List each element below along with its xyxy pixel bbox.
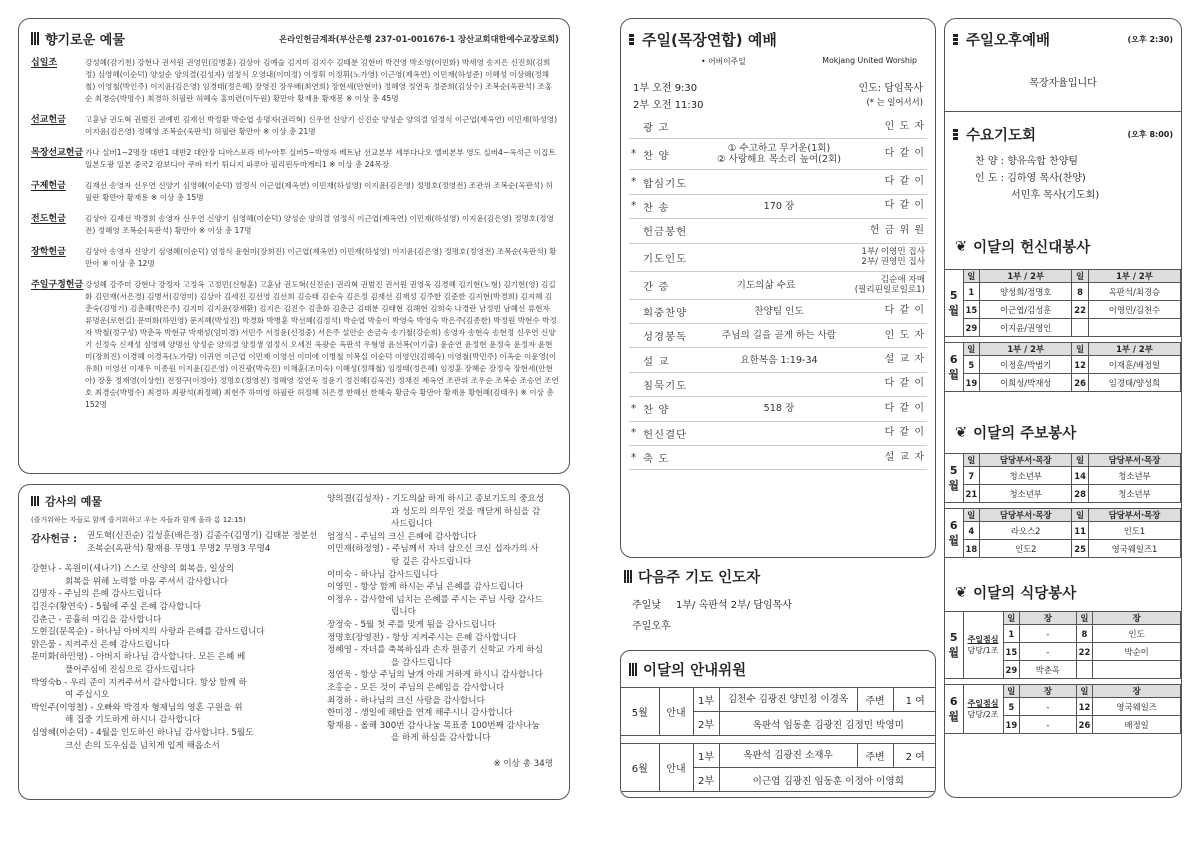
thanks-gift-names: 권도혁(신진순) 김성훈(배은경) 김종수(김명기) 김태분 정분선 조복순(옥판석) 황재용 무명1 무명2 무명3 무명4 xyxy=(87,531,318,554)
offering-row xyxy=(31,114,559,138)
kitchen-header-cell: 장 xyxy=(1020,685,1076,698)
thanks-line: 해 집중 기도하게 하시니 감사합니다 xyxy=(65,715,201,726)
schedule-header-row xyxy=(945,454,1181,467)
next-prayer-sunday-value: 1부/ 옥판석 2부/ 담임목사 xyxy=(676,600,792,611)
thanks-line: 김진수(황연숙) - 5월에 주실 은혜 감사합니다 xyxy=(31,601,202,612)
thanks-line: 도현길(문목순) - 하나님 아버지의 사랑과 은혜를 감사드립니다 xyxy=(31,627,265,638)
offering-row xyxy=(31,246,559,270)
usher-part: 1부 xyxy=(693,744,719,768)
worship-panel xyxy=(620,18,936,558)
offering-list xyxy=(31,57,559,411)
worship-item-leader: 다 같 이 xyxy=(884,200,925,212)
schedule-assignee: 이영민/김천수 xyxy=(1088,301,1180,319)
offerings-title: 향기로운 예물 xyxy=(31,29,125,48)
schedule-header-cell: 담당부서·목장 xyxy=(980,509,1072,522)
thanks-line: 김춘근 - 공휼히 여김을 감사합니다 xyxy=(31,614,162,625)
thanks-line: 랑 깊은 감사드립니다 xyxy=(391,556,472,567)
offering-names: 강성혜(감기천) 강현나 권서원 권영민(김병훈) 김상아 김예슬 김지미 김지수 김태분 김현비 박건영 박소영(이민화) 박세영 송지은 신진희(김희정) 심영혜(이순덕) 양성순 양의결(김성자) 엄정식 오영내(이미정) 이정휘 이정휘(노가영) 이근영(제옥연) 이민재(하성준) 이혜성 이상혜(정해철) 이영철(박인주) 이지윤(김은영) 임경태(정은혜) 장영진 장우배(최연희) 장현세(안현아) 정혜영 정연욱 정준희(김상수) 조복순(욱판석) 조홍순 최경승(박명수) 최경하 허필란 허혜숙 홍미련(이두원) 황만아 황재용 황재봉 ※ 이상 총 45명 xyxy=(85,58,553,103)
offering-names: 고훈남 권도혁 권범진 권예빈 김재선 박정환 박순엽 송명자(권리혁) 신우연 신양기 신진순 양성순 양의결 엄정식 이근엽(제옥연) 이민재(하성영) 이지윤(김은영) 정혜영 조복순(욱판석) 허필란 황만아 ※ 이상 총 21명 xyxy=(85,115,558,136)
schedule-assignee: 이근엽/김성훈 xyxy=(980,301,1072,319)
kitchen-lead-title: 주일점심 xyxy=(967,635,999,644)
thanks-line: 조홍순 - 모든 것이 주님의 은혜임을 감사합니다 xyxy=(327,682,505,693)
kitchen-group: 배정일 xyxy=(1093,716,1181,734)
kitchen-month: 5월 xyxy=(945,612,963,679)
thanks-line: 엄정식 - 주님의 크신 은혜에 감사합니다 xyxy=(327,531,477,542)
kitchen-lead-title: 주일점심 xyxy=(967,699,999,708)
usher-extra-label: 주변 xyxy=(857,688,893,712)
afternoon-note: 목장자율입니다 xyxy=(1029,78,1097,89)
bulletin-section xyxy=(945,422,1181,558)
kitchen-group: 영국웨일즈 xyxy=(1093,698,1181,716)
thanks-line: 을 감사드립니다 xyxy=(391,657,452,668)
schedule-header-cell: 일 xyxy=(963,509,980,522)
schedule-assignee: 이정훈/박범기 xyxy=(980,356,1072,374)
kitchen-day: 1 xyxy=(1003,625,1020,643)
worship-item-name: 기도인도 xyxy=(643,252,688,265)
schedule-row xyxy=(945,301,1181,319)
schedule-month: 6월 xyxy=(945,509,963,558)
thanks-line: 립니다 xyxy=(391,607,416,618)
dedication-table xyxy=(945,269,1181,392)
thanks-line: 을 하게 하심을 감사합니다 xyxy=(391,733,491,744)
thanks-line: 강현나 - 옥원이(세나기) 스스로 산양의 회복을, 일상의 xyxy=(31,564,235,575)
bar-mark-icon xyxy=(31,496,39,506)
usher-spacer xyxy=(621,736,936,744)
kitchen-header-row xyxy=(945,685,1181,698)
worship-row xyxy=(629,446,927,470)
kitchen-day xyxy=(1076,661,1093,679)
wednesday-details xyxy=(953,153,1173,204)
ushers-title: 이달의 안내위원 xyxy=(629,659,935,680)
kitchen-header-cell: 장 xyxy=(1093,685,1181,698)
offering-names: 강성혜 강주미 강현나 강정자 고정옥 고정민(신형훈) 고훈남 권도혁(신진순) 권리혁 권범진 권서원 권영욱 김경혜 김기현(노형) 김기현(영) 김길화 김민재(서은경) 김병서(김영미) 김상아 김세진 김선영 김선희 김승태 김순숙 김은정 김재선 김재성 김주한 김준한 김지현(박경희) 김지혜 김춘숙(김명기) 김춘혜(박은주) 김지미 김지윤(장세환) 김지은 김진수 김춘화 김춘근 김태분 김태현 김해현 김희숙 나경란 남정빈 남혜선 류현자 류명운(로현길) 문미화(하민영) 문지혜(박성진) 박경화 박병훈 박선혜(김정석) 박순엽 박숭이 박영숙 박영숙 박은주(김종한) 박정원 박현수 박정자 박철(정구성) 박춘옥 박현규 박재성(임미경) 서민주 서정윤(신정중) 서은주 설안순 손금숙 송기철(강순희) 송영자 송현숙 송현정 신우연 신양기 신정숙 신재성 심영혜 양명선 양성순 양의결 양정생 엄정식 오세진 옥광순 옥판석 우형영 윤선복(이기출) 윤순연 윤정현 윤정숙 윤정자 윤현미(장희진) 이경혜 이경옥(노가람) 이귀연 이근엽 이민재 이영선 이미애 이병철 이복실 이순덕 이영민(김혜숙) 이영철(박민주) 이옥순 이윤영(이유희) 이영선 이재우 이종원 이지윤(김은영) 이진광(박숙진) 이채훈(조미숙) 이혜성(정해철) 임정태(정은혜) 임정훈 장혜순 장정숙 장현세(안현아) 장흥 정재영(이상헌) 전정구(이정아) 정명호(정영전) 정혜영 정연욱 정윤기 정진혜(김옥진) 정채진 제옥연 조관위 조우순 조복순 조승연 조연호 최경승(박명수) 최경하 최광석(최정혜) 최현주 하미영 하필란 허정혜 허은경 한혜선 한혜숙 황금숙 황만아 황재용 황현혜(김태우) ※ 이상 총 152명 xyxy=(85,280,559,409)
kitchen-day: 15 xyxy=(1003,643,1020,661)
kitchen-header-row xyxy=(945,612,1181,625)
usher-role: 안내 xyxy=(659,744,693,792)
thanks-right-list xyxy=(327,493,559,745)
worship-item-leader: 인 도 자 xyxy=(884,120,925,132)
worship-row xyxy=(629,195,927,219)
afternoon-title: 주일오후예배 xyxy=(953,29,1050,50)
worship-row xyxy=(629,397,927,421)
worship-item-name: 침묵기도 xyxy=(643,379,688,392)
worship-item-leader: 1부/ 이영민 집사 2부/ 권영민 집사 xyxy=(861,247,925,268)
thanks-line: 한미경 - 생일에 해탄을 연계 해주시니 감사합니다 xyxy=(327,708,513,719)
thanks-line: 이미숙 - 하나님 감사드립니다 xyxy=(327,569,438,580)
worship-item-leader: 다 같 이 xyxy=(884,148,925,160)
kitchen-lead-sub: 담당/1조 xyxy=(967,646,999,655)
worship-item-leader: 설 교 자 xyxy=(884,451,925,463)
worship-subtitle-en: Mokjang United Worship xyxy=(822,56,917,65)
offering-names: 김재선 송영자 신우연 신양기 심영혜(이순덕) 엄정식 이근엽(제옥연) 이민재(하성영) 이지윤(김은영) 정명호(정영전) 조관위 조복순(욱판석) 허필란 황만아 황재용 ※ 이상 총 15명 xyxy=(85,181,553,202)
afternoon-time: (오후 2:30) xyxy=(1127,35,1173,44)
schedule-day: 8 xyxy=(1072,283,1089,301)
worship-row xyxy=(629,324,927,348)
schedule-assignee: 양성희/정명호 xyxy=(980,283,1072,301)
worship-item-name: 찬 양 xyxy=(643,149,670,162)
kitchen-day: 8 xyxy=(1076,625,1093,643)
schedule-day xyxy=(1072,319,1089,337)
schedule-day: 1 xyxy=(963,283,980,301)
offering-names: 가나 실버1~2명장 대반1 대반2 대안장 디아스포라 비누아투 실버5~박영자 베트남 선교본부 세부다나오 엘비본부 영도 실버4~옥석근 이집트 일본도광 일본 중국2 캄보디아 쿠바 터키 튀니지 파푸아 필리핀두마게티1 ※ 이상 총 24목장 xyxy=(85,148,556,169)
schedule-row xyxy=(945,374,1181,392)
schedule-header-cell: 일 xyxy=(963,343,980,356)
worship-stand-note: (* 는 일어서서) xyxy=(866,97,923,107)
kitchen-month: 6월 xyxy=(945,685,963,734)
offering-label: 십일조 xyxy=(31,58,58,68)
schedule-row xyxy=(945,319,1181,337)
schedule-assignee xyxy=(1088,319,1180,337)
usher-part: 2부 xyxy=(693,712,719,736)
worship-item-name: 헌금봉헌 xyxy=(643,226,688,239)
offering-names: 김상아 김재선 박경희 송영자 신우연 신양기 심영혜(이순덕) 양성순 양의결 엄정식 이근엽(제옥연) 이민재(하성영) 이지윤(김은영) 정명호(정영전) 정혜영 조복순(욱판석) 황만아 ※ 이상 총 17명 xyxy=(85,214,554,235)
schedule-header-row xyxy=(945,270,1181,283)
schedule-day: 7 xyxy=(963,467,980,485)
dedication-section xyxy=(945,236,1181,392)
worship-item-content: ① 수고하고 무거운(1회) ② 사랑해요 목소리 높여(2회) xyxy=(716,143,841,166)
thanks-line: 박영숙b - 우리 준이 지켜주셔서 감사합니다. 항상 함께 하 xyxy=(31,677,247,688)
worship-row xyxy=(629,139,927,170)
kitchen-group: - xyxy=(1020,643,1076,661)
schedule-day: 26 xyxy=(1072,374,1089,392)
bulletin-table xyxy=(945,453,1181,558)
schedule-day: 28 xyxy=(1072,485,1089,503)
leaf-icon: ❦ xyxy=(955,584,968,601)
worship-row xyxy=(629,373,927,397)
offering-row xyxy=(31,279,559,411)
usher-names: 이근엽 김광진 임동훈 이정아 이영희 xyxy=(719,768,936,792)
schedule-month: 6월 xyxy=(945,343,963,392)
thanks-panel xyxy=(18,484,570,800)
usher-part: 1부 xyxy=(693,688,719,712)
section-dots-icon xyxy=(953,33,960,46)
thanks-line: 황재용 - 올해 300번 감사나눔 목표중 100번째 감사나눔 xyxy=(327,720,540,731)
right-panel xyxy=(944,18,1182,798)
kitchen-group: - xyxy=(1020,625,1076,643)
kitchen-table xyxy=(945,611,1181,734)
worship-row xyxy=(629,115,927,139)
wednesday-prayer-leader: 서민후 목사(기도회) xyxy=(1011,190,1100,201)
schedule-assignee: 청소년부 xyxy=(980,467,1072,485)
thanks-line: 정연욱 - 항상 주님의 날개 아래 거하게 하시니 감사합니다 xyxy=(327,670,543,681)
offering-row xyxy=(31,180,559,204)
thanks-line: 심영혜(이순덕) - 4월을 인도하신 하나님 감사합니다. 5월도 xyxy=(31,727,254,738)
schedule-header-row xyxy=(945,343,1181,356)
usher-role: 안내 xyxy=(659,688,693,736)
kitchen-group: - xyxy=(1020,698,1076,716)
worship-row xyxy=(629,300,927,324)
worship-item-leader: 다 같 이 xyxy=(884,427,925,439)
ushers-table xyxy=(621,687,936,792)
kitchen-day: 22 xyxy=(1076,643,1093,661)
schedule-day: 4 xyxy=(963,522,980,540)
wednesday-title: 수요기도회 xyxy=(953,124,1036,145)
schedule-assignee: 영국웨일즈1 xyxy=(1088,540,1180,558)
schedule-assignee: 임경태/양성희 xyxy=(1088,374,1180,392)
worship-row xyxy=(629,422,927,446)
schedule-header-cell: 일 xyxy=(1072,270,1089,283)
schedule-assignee: 인도1 xyxy=(1088,522,1180,540)
schedule-header-cell: 1부 / 2부 xyxy=(1088,270,1180,283)
schedule-header-cell: 담당부서·목장 xyxy=(1088,509,1180,522)
usher-extra-value: 1 여 xyxy=(893,688,936,712)
kitchen-day: 12 xyxy=(1076,698,1093,716)
schedule-row xyxy=(945,485,1181,503)
kitchen-header-cell: 일 xyxy=(1076,612,1093,625)
schedule-assignee: 옥판석/최경승 xyxy=(1088,283,1180,301)
thanks-gift-label: 감사헌금 : xyxy=(31,534,78,545)
schedule-row xyxy=(945,522,1181,540)
schedule-header-cell: 일 xyxy=(963,454,980,467)
kitchen-title: ❦ 이달의 식당봉사 xyxy=(955,584,1077,602)
worship-item-name: 찬 양 xyxy=(643,404,670,417)
kitchen-header-cell: 일 xyxy=(1076,685,1093,698)
worship-item-leader: 다 같 이 xyxy=(884,402,925,414)
bar-mark-icon xyxy=(624,570,632,583)
usher-names: 옥판석 김광진 소재우 xyxy=(719,744,857,768)
schedule-day: 22 xyxy=(1072,301,1089,319)
worship-item-content: 170 장 xyxy=(763,200,795,212)
thanks-line: 이민재(하정영) - 주님께서 자녀 삼으신 크신 십자가의 사 xyxy=(327,544,539,555)
next-prayer-afternoon-label: 주일오후 xyxy=(632,621,671,632)
offering-label: 목장선교헌금 xyxy=(31,148,84,158)
thanks-line: 풀어주심에 진심으로 감사드립니다 xyxy=(65,664,195,675)
wednesday-praise: 찬 양 : 향유옥합 찬양팀 xyxy=(975,156,1079,167)
offering-label: 전도헌금 xyxy=(31,214,66,224)
kitchen-section xyxy=(945,582,1181,734)
worship-subtitle: • 어버이주일 xyxy=(701,57,746,66)
section-dots-icon xyxy=(629,33,636,46)
schedule-day: 18 xyxy=(963,540,980,558)
worship-item-leader: 다 같 이 xyxy=(884,176,925,188)
thanks-line: 문미화(하민영) - 아버지 하나님 감사합니다. 모든 은혜 베 xyxy=(31,652,246,663)
stand-marker: * xyxy=(631,427,637,440)
thanks-line: 크신 손의 도우심을 넘치게 입게 해옵소서 xyxy=(65,740,220,751)
kitchen-day: 29 xyxy=(1003,661,1020,679)
schedule-day: 14 xyxy=(1072,467,1089,485)
next-prayer-title: 다음주 기도 인도자 xyxy=(624,566,936,587)
offering-row xyxy=(31,147,559,171)
worship-item-name: 광 고 xyxy=(643,122,670,135)
offering-names: 김상아 송영자 신양기 심영혜(이순덕) 엄정식 윤현미(장희진) 이근엽(제옥연) 이민재(하성영) 이지윤(김은영) 정명호(정영전) 조복순(욱판석) 황만아 ※ 이상 총 12명 xyxy=(85,247,557,268)
kitchen-lead xyxy=(963,612,1003,679)
thanks-line: 회복을 위해 노력할 마음 주셔서 감사합니다 xyxy=(65,576,229,587)
dedication-title: ❦ 이달의 헌신대봉사 xyxy=(955,238,1091,256)
usher-names: 김천수 김광진 양민정 이경옥 xyxy=(719,688,857,712)
worship-item-content: 요한복음 1:19-34 xyxy=(740,354,818,366)
thanks-line: 장정숙 - 5월 첫 주를 맞게 됨을 감사드립니다 xyxy=(327,619,496,630)
bar-mark-icon xyxy=(31,32,39,45)
schedule-header-cell: 1부 / 2부 xyxy=(1088,343,1180,356)
offering-account: 온라인헌금계좌(부산은행 237-01-001676-1 장산교회대한예수교장로회) xyxy=(279,33,559,44)
offering-label: 선교헌금 xyxy=(31,115,66,125)
schedule-day: 29 xyxy=(963,319,980,337)
section-dots-icon xyxy=(953,128,960,141)
kitchen-header-cell: 일 xyxy=(1003,612,1020,625)
offering-row xyxy=(31,57,559,105)
thanks-total: ※ 이상 총 34명 xyxy=(493,758,553,769)
offering-label: 구제헌금 xyxy=(31,181,66,191)
kitchen-header-cell: 장 xyxy=(1093,612,1181,625)
schedule-day: 21 xyxy=(963,485,980,503)
usher-part: 2부 xyxy=(693,768,719,792)
worship-item-leader: 김순애 자매 (필리핀일로일로1) xyxy=(854,275,925,296)
offerings-panel xyxy=(18,18,570,474)
schedule-day: 19 xyxy=(963,374,980,392)
bar-mark-icon xyxy=(629,663,637,676)
worship-row xyxy=(629,170,927,194)
leaf-icon: ❦ xyxy=(955,424,968,441)
schedule-row xyxy=(945,540,1181,558)
kitchen-lead xyxy=(963,685,1003,734)
kitchen-group: 박순이 xyxy=(1093,643,1181,661)
offering-row xyxy=(31,213,559,237)
stand-marker: * xyxy=(631,402,637,415)
usher-row xyxy=(621,744,936,768)
worship-time-2: 2부 오전 11:30 xyxy=(633,100,704,111)
worship-item-name: 성경봉독 xyxy=(643,331,688,344)
thanks-left-list xyxy=(31,563,321,752)
worship-item-leader: 인 도 자 xyxy=(884,329,925,341)
worship-leader: 인도: 담임목사 xyxy=(858,83,923,94)
thanks-line: 맑은물 - 지켜주신 은혜 감사드립니다 xyxy=(31,639,170,650)
worship-item-content: 518 장 xyxy=(763,403,795,415)
worship-item-leader: 헌 금 위 원 xyxy=(869,224,925,236)
next-prayer-section xyxy=(620,566,936,646)
worship-item-name: 설 교 xyxy=(643,355,670,368)
schedule-month: 5월 xyxy=(945,270,963,337)
ushers-panel xyxy=(620,650,936,798)
worship-item-content: 기도의삶 수료 xyxy=(736,279,796,291)
worship-title: 주일(목장연합) 예배 xyxy=(629,29,927,50)
kitchen-day: 19 xyxy=(1003,716,1020,734)
worship-item-content: 찬양팀 인도 xyxy=(754,305,804,317)
thanks-line: 박인주(이영철) - 오빠와 박경자 형제님의 영혼 구원을 위 xyxy=(31,702,243,713)
schedule-day: 25 xyxy=(1072,540,1089,558)
schedule-assignee: 청소년부 xyxy=(1088,467,1180,485)
kitchen-group: 박춘옥 xyxy=(1020,661,1076,679)
kitchen-header-cell: 일 xyxy=(1003,685,1020,698)
schedule-header-cell: 일 xyxy=(1072,509,1089,522)
leaf-icon: ❦ xyxy=(955,238,968,255)
bulletin-title: ❦ 이달의 주보봉사 xyxy=(955,424,1077,442)
thanks-title: 감사의 예물 xyxy=(31,493,321,509)
schedule-header-cell: 일 xyxy=(963,270,980,283)
usher-month: 5월 xyxy=(621,688,659,736)
worship-item-name: 회중찬양 xyxy=(643,306,688,319)
wednesday-leader: 인 도 : 김하영 목사(찬양) xyxy=(975,173,1086,184)
thanks-line: 김명자 - 주님의 은혜 감사드립니다 xyxy=(31,589,162,600)
worship-row xyxy=(629,272,927,300)
stand-marker: * xyxy=(631,200,637,213)
offering-label: 장학헌금 xyxy=(31,247,66,257)
worship-time-1: 1부 오전 9:30 xyxy=(633,83,698,94)
kitchen-group: - xyxy=(1020,716,1076,734)
thanks-verse: (즐거워하는 자들로 함께 즐거워하고 우는 자들과 함께 울라 롬 12:15) xyxy=(31,516,246,524)
schedule-header-cell: 1부 / 2부 xyxy=(980,270,1072,283)
schedule-assignee: 청소년부 xyxy=(1088,485,1180,503)
thanks-line: 정명호(장영전) - 항상 지켜주시는 은혜 감사합니다 xyxy=(327,632,517,643)
worship-row xyxy=(629,244,927,272)
kitchen-day: 5 xyxy=(1003,698,1020,716)
usher-extra-value: 2 여 xyxy=(893,744,936,768)
schedule-header-cell: 담당부서·목장 xyxy=(1088,454,1180,467)
usher-extra-label: 주변 xyxy=(857,744,893,768)
worship-item-name: 간 증 xyxy=(643,280,670,293)
usher-month: 6월 xyxy=(621,744,659,792)
thanks-line: 과 성도의 의무인 것을 깨닫게 하심을 감 xyxy=(391,506,541,517)
worship-item-leader: 다 같 이 xyxy=(884,305,925,317)
kitchen-group xyxy=(1093,661,1181,679)
stand-marker: * xyxy=(631,148,637,161)
worship-row xyxy=(629,219,927,243)
kitchen-group: 인도 xyxy=(1093,625,1181,643)
schedule-row xyxy=(945,283,1181,301)
usher-names: 옥판석 임동훈 김광진 김정민 박영미 xyxy=(719,712,936,736)
schedule-header-cell: 일 xyxy=(1072,454,1089,467)
schedule-assignee: 이지윤/권영인 xyxy=(980,319,1072,337)
worship-item-leader: 다 같 이 xyxy=(884,378,925,390)
schedule-header-cell: 담당부서·목장 xyxy=(980,454,1072,467)
worship-item-leader: 설 교 자 xyxy=(884,354,925,366)
schedule-assignee: 청소년부 xyxy=(980,485,1072,503)
schedule-day: 12 xyxy=(1072,356,1089,374)
kitchen-day: 26 xyxy=(1076,716,1093,734)
thanks-line: 정혜영 - 자녀를 축복하심과 손자 원종기 신학교 가게 하심 xyxy=(327,645,543,656)
order-of-worship xyxy=(629,115,927,470)
thanks-line: 사드립니다 xyxy=(391,519,433,530)
stand-marker: * xyxy=(631,176,637,189)
next-prayer-sunday-label: 주일낮 xyxy=(632,600,661,611)
schedule-assignee: 라오스2 xyxy=(980,522,1072,540)
schedule-header-cell: 일 xyxy=(1072,343,1089,356)
thanks-line: 이영민 - 항상 함께 하시는 주님 은혜를 감사드립니다 xyxy=(327,582,524,593)
kitchen-header-cell: 장 xyxy=(1020,612,1076,625)
schedule-assignee: 이재훈/배정일 xyxy=(1088,356,1180,374)
worship-row xyxy=(629,348,927,372)
schedule-header-cell: 1부 / 2부 xyxy=(980,343,1072,356)
schedule-month: 5월 xyxy=(945,454,963,503)
worship-item-name: 찬 송 xyxy=(643,201,670,214)
schedule-row xyxy=(945,467,1181,485)
schedule-day: 11 xyxy=(1072,522,1089,540)
kitchen-lead-sub: 담당/2조 xyxy=(967,710,999,719)
schedule-day: 5 xyxy=(963,356,980,374)
schedule-assignee: 이희성/박재성 xyxy=(980,374,1072,392)
worship-item-name: 축 도 xyxy=(643,453,670,466)
thanks-line: 이정우 - 감사함에 넘치는 은혜를 주시는 주님 사랑 감사드 xyxy=(327,594,543,605)
worship-item-name: 헌신결단 xyxy=(643,428,688,441)
thanks-line: 양의결(김성자) - 기도의삶 하게 하시고 종보기도의 중요성 xyxy=(327,494,545,504)
offering-label: 주일구정헌금 xyxy=(31,280,84,290)
stand-marker: * xyxy=(631,451,637,464)
wednesday-time: (오후 8:00) xyxy=(1127,130,1173,139)
thanks-line: 여 주십시오 xyxy=(65,690,110,701)
thanks-line: 최경하 - 하나님의 크신 사랑을 감사합니다 xyxy=(327,695,485,706)
worship-item-content: 주님의 길을 곧게 하는 사람 xyxy=(721,330,837,342)
worship-item-name: 합심기도 xyxy=(643,177,688,190)
schedule-assignee: 인도2 xyxy=(980,540,1072,558)
schedule-row xyxy=(945,356,1181,374)
schedule-day: 15 xyxy=(963,301,980,319)
schedule-header-row xyxy=(945,509,1181,522)
usher-row xyxy=(621,688,936,712)
